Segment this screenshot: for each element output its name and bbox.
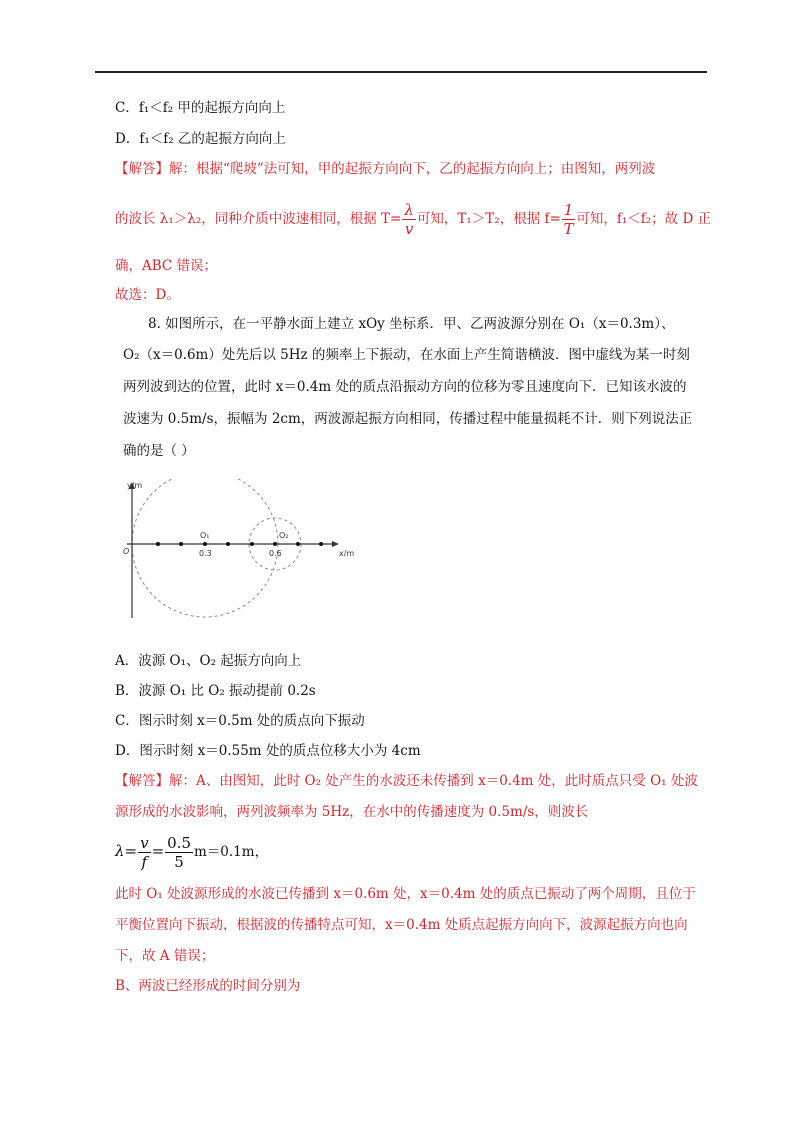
fraction-05-over-5 (165, 834, 193, 871)
x-axis-arrow (332, 541, 339, 547)
o2-label: O₂ (279, 531, 289, 540)
option-d-prev: D．f₁＜f₂ 乙的起振方向向上 (115, 131, 286, 147)
question8-line3: 两列波到达的位置，此时 x＝0.4m 处的质点沿振动方向的位移为零且速度向下．已知该水波的 (123, 379, 687, 395)
fraction-v-over-f (138, 834, 150, 871)
y-axis-label: y/m (127, 481, 143, 490)
frac-den: f (141, 853, 148, 871)
answer8-line6: B、两波已经形成的时间分别为 (115, 978, 301, 994)
option8-d: D．图示时刻 x＝0.55m 处的质点位移大小为 4cm (115, 743, 421, 759)
answer7-text2c: 可知，f₁＜f₂；故 D 正 (576, 211, 712, 227)
tick-label-03: 0.3 (199, 549, 212, 558)
answer8-line2: 源形成的水波影响，两列波频率为 5Hz，在水中的传播速度为 0.5m/s，则波长 (115, 804, 589, 820)
answer8-line1 (115, 771, 698, 791)
answer7-line1 (115, 159, 655, 179)
answer8-text1: 解：A、由图知，此时 O₂ 处产生的水波还未传播到 x＝0.4m 处，此时质点只受 O₁ 处波 (169, 773, 698, 789)
wave-figure (115, 478, 355, 632)
tick-point (296, 542, 300, 546)
header-rule (95, 71, 707, 73)
answer8-line5: 下，故 A 错误； (115, 948, 215, 964)
fraction-lambda-over-v (402, 201, 416, 238)
frac-num: λ (404, 201, 414, 219)
answer7-line3: 确，ABC 错误； (115, 258, 218, 274)
tick-point (250, 542, 254, 546)
formula-lhs: λ= (115, 842, 138, 860)
option-c-prev: C．f₁＜f₂ 甲的起振方向向上 (115, 100, 286, 116)
question8-line1: 8. 如图所示，在一平静水面上建立 xOy 坐标系．甲、乙两波源分别在 O₁（x＝0.3m）、 (148, 316, 675, 332)
tick-point (179, 542, 183, 546)
frac-num: v (140, 834, 149, 852)
wave-front-o1 (132, 478, 278, 617)
x-axis-label: x/m (339, 549, 355, 558)
option8-b: B．波源 O₁ 比 O₂ 振动提前 0.2s (115, 683, 316, 699)
frac-num: 0.5 (167, 834, 191, 852)
option8-c: C．图示时刻 x＝0.5m 处的质点向下振动 (115, 713, 365, 729)
wavelength-formula (115, 832, 268, 871)
tick-point (203, 542, 207, 546)
tick-label-06: 0.6 (269, 549, 282, 558)
wave-diagram (115, 478, 355, 628)
formula-eq: = (151, 842, 165, 860)
answer8-line4: 平衡位置向下振动，根据波的传播特点可知，x＝0.4m 处质点起振方向向下，波源起振方向也向 (115, 917, 688, 933)
fraction-one-over-t (562, 201, 576, 238)
frac-den: T (563, 220, 574, 238)
tick-point (156, 542, 160, 546)
formula-rhs: m＝0.1m， (194, 844, 269, 860)
answer7-text2b: 可知，T₁＞T₂，根据 f= (416, 211, 561, 227)
answer-tag: 【解答】 (115, 773, 169, 789)
o1-label: O₁ (200, 531, 210, 540)
question8-line5: 确的是（ ） (123, 443, 195, 459)
answer7-text1: 解：根据“爬坡”法可知，甲的起振方向向下，乙的起振方向向上；由图知，两列波 (169, 161, 656, 177)
frac-den: 5 (174, 853, 184, 871)
option8-a: A．波源 O₁、O₂ 起振方向向上 (115, 653, 302, 669)
frac-num: 1 (563, 201, 574, 219)
frac-den: v (404, 220, 414, 238)
answer8-line3: 此时 O₁ 处波源形成的水波已传播到 x＝0.6m 处，x＝0.4m 处的质点已振动了两个周期，且位于 (115, 886, 696, 902)
answer7-line4: 故选：D。 (115, 287, 180, 303)
answer7-line2 (115, 200, 711, 238)
answer-tag: 【解答】 (115, 161, 169, 177)
answer7-text2a: 的波长 λ₁＞λ₂，同种介质中波速相同，根据 T= (115, 211, 402, 227)
question8-line2: O₂（x＝0.6m）处先后以 5Hz 的频率上下振动，在水面上产生简谐横波．图中虚线为某一时刻 (123, 347, 690, 363)
origin-label: O (123, 547, 130, 556)
tick-point (273, 542, 277, 546)
question8-line4: 波速为 0.5m/s，振幅为 2cm，两波源起振方向相同，传播过程中能量损耗不计．则下列说法正 (123, 411, 693, 427)
tick-point (319, 542, 323, 546)
tick-point (226, 542, 230, 546)
